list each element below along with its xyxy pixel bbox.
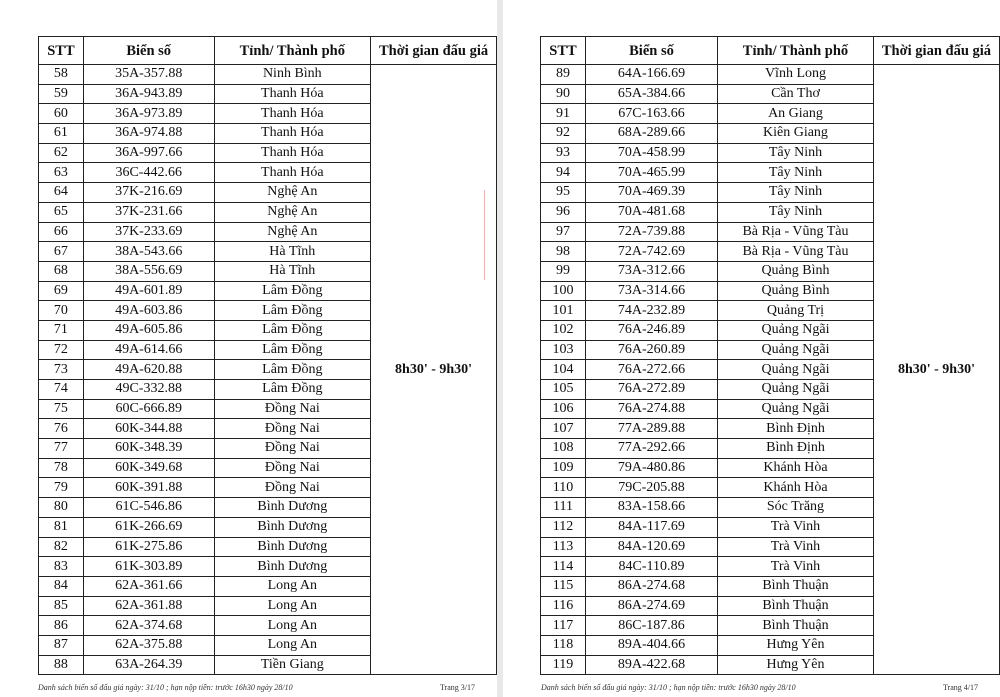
row-province: Khánh Hòa <box>718 458 874 478</box>
page-number: Trang 4/17 <box>942 683 978 692</box>
row-stt: 100 <box>541 281 586 301</box>
row-stt: 65 <box>39 202 84 222</box>
row-stt: 75 <box>39 399 84 419</box>
row-stt: 82 <box>39 537 84 557</box>
row-stt: 66 <box>39 222 84 242</box>
row-plate-number: 49A-620.88 <box>83 360 214 380</box>
row-stt: 67 <box>39 242 84 262</box>
row-stt: 94 <box>541 163 586 183</box>
row-stt: 88 <box>39 655 84 675</box>
row-stt: 110 <box>541 478 586 498</box>
row-plate-number: 84A-120.69 <box>585 537 717 557</box>
row-plate-number: 76A-246.89 <box>585 320 717 340</box>
row-stt: 73 <box>39 360 84 380</box>
row-plate-number: 83A-158.66 <box>585 498 717 518</box>
row-stt: 102 <box>541 320 586 340</box>
auction-time-cell: 8h30' - 9h30' <box>873 65 999 675</box>
row-stt: 74 <box>39 380 84 400</box>
row-stt: 61 <box>39 124 84 144</box>
row-plate-number: 89A-404.66 <box>585 635 717 655</box>
row-plate-number: 77A-289.88 <box>585 419 717 439</box>
row-stt: 91 <box>541 104 586 124</box>
row-province: Bình Dương <box>214 517 371 537</box>
row-stt: 111 <box>541 498 586 518</box>
row-plate-number: 38A-556.69 <box>83 261 214 281</box>
row-province: Hà Tĩnh <box>214 242 371 262</box>
row-province: Lâm Đồng <box>214 281 371 301</box>
header-stt: STT <box>541 37 586 65</box>
row-plate-number: 36A-974.88 <box>83 124 214 144</box>
row-province: Ninh Bình <box>214 65 371 85</box>
row-province: Tây Ninh <box>718 143 874 163</box>
row-stt: 118 <box>541 635 586 655</box>
row-stt: 87 <box>39 635 84 655</box>
row-stt: 98 <box>541 242 586 262</box>
row-stt: 115 <box>541 576 586 596</box>
row-province: Long An <box>214 616 371 636</box>
row-stt: 72 <box>39 340 84 360</box>
row-stt: 89 <box>541 65 586 85</box>
row-province: Thanh Hóa <box>214 84 371 104</box>
row-stt: 80 <box>39 498 84 518</box>
row-province: Quảng Ngãi <box>718 320 874 340</box>
row-province: Lâm Đồng <box>214 340 371 360</box>
row-plate-number: 36C-442.66 <box>83 163 214 183</box>
row-plate-number: 49A-603.86 <box>83 301 214 321</box>
row-plate-number: 62A-375.88 <box>83 635 214 655</box>
row-plate-number: 76A-260.89 <box>585 340 717 360</box>
row-plate-number: 70A-458.99 <box>585 143 717 163</box>
row-plate-number: 65A-384.66 <box>585 84 717 104</box>
row-province: Tiền Giang <box>214 655 371 675</box>
row-plate-number: 64A-166.69 <box>585 65 717 85</box>
document-page-left <box>0 0 497 697</box>
row-stt: 107 <box>541 419 586 439</box>
row-stt: 90 <box>541 84 586 104</box>
row-plate-number: 60C-666.89 <box>83 399 214 419</box>
row-plate-number: 61C-546.86 <box>83 498 214 518</box>
row-stt: 86 <box>39 616 84 636</box>
row-plate-number: 37K-216.69 <box>83 183 214 203</box>
row-province: Long An <box>214 635 371 655</box>
footer-note: Danh sách biển số đấu giá ngày: 31/10 ; hạn nộp tiền: trước 16h30 ngày 28/10 <box>38 683 293 692</box>
row-province: Nghệ An <box>214 202 371 222</box>
document-page-right <box>503 0 1000 697</box>
row-stt: 119 <box>541 655 586 675</box>
row-plate-number: 60K-349.68 <box>83 458 214 478</box>
row-province: Kiên Giang <box>718 124 874 144</box>
row-stt: 79 <box>39 478 84 498</box>
table-header-row <box>39 37 497 65</box>
row-stt: 97 <box>541 222 586 242</box>
row-province: An Giang <box>718 104 874 124</box>
row-plate-number: 61K-275.86 <box>83 537 214 557</box>
row-plate-number: 72A-739.88 <box>585 222 717 242</box>
row-stt: 117 <box>541 616 586 636</box>
row-stt: 113 <box>541 537 586 557</box>
row-province: Quảng Trị <box>718 301 874 321</box>
row-plate-number: 61K-266.69 <box>83 517 214 537</box>
header-plate: Biển số <box>585 37 717 65</box>
row-province: Quảng Ngãi <box>718 360 874 380</box>
row-province: Bình Thuận <box>718 576 874 596</box>
row-plate-number: 73A-314.66 <box>585 281 717 301</box>
row-stt: 76 <box>39 419 84 439</box>
row-province: Trà Vinh <box>718 517 874 537</box>
header-time: Thời gian đấu giá <box>873 37 999 65</box>
red-stamp-mark <box>484 190 498 280</box>
row-province: Bình Định <box>718 419 874 439</box>
row-plate-number: 70A-465.99 <box>585 163 717 183</box>
row-plate-number: 86A-274.69 <box>585 596 717 616</box>
row-stt: 103 <box>541 340 586 360</box>
row-plate-number: 61K-303.89 <box>83 557 214 577</box>
row-plate-number: 62A-361.88 <box>83 596 214 616</box>
row-plate-number: 60K-344.88 <box>83 419 214 439</box>
row-plate-number: 74A-232.89 <box>585 301 717 321</box>
row-stt: 114 <box>541 557 586 577</box>
row-plate-number: 79A-480.86 <box>585 458 717 478</box>
row-province: Đồng Nai <box>214 419 371 439</box>
row-province: Quảng Ngãi <box>718 340 874 360</box>
row-province: Nghệ An <box>214 183 371 203</box>
row-stt: 77 <box>39 439 84 459</box>
row-province: Quảng Bình <box>718 261 874 281</box>
row-stt: 104 <box>541 360 586 380</box>
row-stt: 60 <box>39 104 84 124</box>
row-province: Tây Ninh <box>718 202 874 222</box>
row-province: Lâm Đồng <box>214 380 371 400</box>
row-province: Cần Thơ <box>718 84 874 104</box>
row-plate-number: 84C-110.89 <box>585 557 717 577</box>
row-province: Lâm Đồng <box>214 320 371 340</box>
row-plate-number: 36A-997.66 <box>83 143 214 163</box>
row-stt: 99 <box>541 261 586 281</box>
row-province: Bình Định <box>718 439 874 459</box>
row-province: Sóc Trăng <box>718 498 874 518</box>
row-plate-number: 67C-163.66 <box>585 104 717 124</box>
row-plate-number: 77A-292.66 <box>585 439 717 459</box>
row-province: Thanh Hóa <box>214 163 371 183</box>
row-stt: 116 <box>541 596 586 616</box>
row-stt: 64 <box>39 183 84 203</box>
row-province: Nghệ An <box>214 222 371 242</box>
page-footer <box>541 683 978 692</box>
row-province: Đồng Nai <box>214 439 371 459</box>
row-province: Tây Ninh <box>718 183 874 203</box>
row-province: Khánh Hòa <box>718 478 874 498</box>
row-stt: 83 <box>39 557 84 577</box>
row-province: Thanh Hóa <box>214 143 371 163</box>
row-plate-number: 49A-614.66 <box>83 340 214 360</box>
row-stt: 69 <box>39 281 84 301</box>
row-stt: 93 <box>541 143 586 163</box>
row-province: Thanh Hóa <box>214 104 371 124</box>
row-plate-number: 62A-374.68 <box>83 616 214 636</box>
row-plate-number: 68A-289.66 <box>585 124 717 144</box>
row-province: Thanh Hóa <box>214 124 371 144</box>
row-stt: 109 <box>541 458 586 478</box>
row-plate-number: 86C-187.86 <box>585 616 717 636</box>
row-stt: 85 <box>39 596 84 616</box>
auction-time-cell: 8h30' - 9h30' <box>371 65 497 675</box>
row-province: Đồng Nai <box>214 478 371 498</box>
page-footer <box>38 683 475 692</box>
row-stt: 101 <box>541 301 586 321</box>
row-province: Quảng Ngãi <box>718 399 874 419</box>
row-plate-number: 37K-231.66 <box>83 202 214 222</box>
footer-note: Danh sách biển số đấu giá ngày: 31/10 ; hạn nộp tiền: trước 16h30 ngày 28/10 <box>541 683 796 692</box>
row-plate-number: 35A-357.88 <box>83 65 214 85</box>
row-stt: 105 <box>541 380 586 400</box>
row-province: Long An <box>214 596 371 616</box>
row-plate-number: 63A-264.39 <box>83 655 214 675</box>
row-stt: 81 <box>39 517 84 537</box>
row-stt: 70 <box>39 301 84 321</box>
row-stt: 62 <box>39 143 84 163</box>
row-plate-number: 73A-312.66 <box>585 261 717 281</box>
row-plate-number: 70A-481.68 <box>585 202 717 222</box>
row-plate-number: 49A-601.89 <box>83 281 214 301</box>
row-province: Bà Rịa - Vũng Tàu <box>718 242 874 262</box>
row-stt: 95 <box>541 183 586 203</box>
row-plate-number: 70A-469.39 <box>585 183 717 203</box>
row-province: Quảng Bình <box>718 281 874 301</box>
row-province: Bà Rịa - Vũng Tàu <box>718 222 874 242</box>
row-province: Hưng Yên <box>718 635 874 655</box>
row-province: Bình Dương <box>214 557 371 577</box>
row-plate-number: 62A-361.66 <box>83 576 214 596</box>
row-province: Đồng Nai <box>214 458 371 478</box>
row-stt: 68 <box>39 261 84 281</box>
row-plate-number: 86A-274.68 <box>585 576 717 596</box>
row-province: Bình Thuận <box>718 596 874 616</box>
row-province: Bình Dương <box>214 498 371 518</box>
row-province: Long An <box>214 576 371 596</box>
row-plate-number: 49A-605.86 <box>83 320 214 340</box>
row-plate-number: 38A-543.66 <box>83 242 214 262</box>
row-province: Trà Vinh <box>718 557 874 577</box>
row-province: Quảng Ngãi <box>718 380 874 400</box>
row-plate-number: 76A-272.66 <box>585 360 717 380</box>
row-plate-number: 49C-332.88 <box>83 380 214 400</box>
row-plate-number: 60K-348.39 <box>83 439 214 459</box>
row-stt: 59 <box>39 84 84 104</box>
row-stt: 58 <box>39 65 84 85</box>
row-province: Đồng Nai <box>214 399 371 419</box>
row-plate-number: 72A-742.69 <box>585 242 717 262</box>
row-plate-number: 36A-973.89 <box>83 104 214 124</box>
row-stt: 96 <box>541 202 586 222</box>
row-stt: 71 <box>39 320 84 340</box>
table-row <box>39 65 497 85</box>
row-plate-number: 89A-422.68 <box>585 655 717 675</box>
row-province: Lâm Đồng <box>214 360 371 380</box>
row-province: Lâm Đồng <box>214 301 371 321</box>
header-province: Tỉnh/ Thành phố <box>718 37 874 65</box>
row-plate-number: 79C-205.88 <box>585 478 717 498</box>
row-stt: 106 <box>541 399 586 419</box>
header-stt: STT <box>39 37 84 65</box>
row-province: Bình Thuận <box>718 616 874 636</box>
header-province: Tỉnh/ Thành phố <box>214 37 371 65</box>
row-plate-number: 37K-233.69 <box>83 222 214 242</box>
row-stt: 112 <box>541 517 586 537</box>
row-stt: 78 <box>39 458 84 478</box>
row-stt: 92 <box>541 124 586 144</box>
row-stt: 63 <box>39 163 84 183</box>
plate-auction-table <box>38 36 497 675</box>
row-plate-number: 84A-117.69 <box>585 517 717 537</box>
row-stt: 84 <box>39 576 84 596</box>
row-plate-number: 60K-391.88 <box>83 478 214 498</box>
row-province: Trà Vinh <box>718 537 874 557</box>
header-plate: Biển số <box>83 37 214 65</box>
row-plate-number: 76A-274.88 <box>585 399 717 419</box>
row-plate-number: 36A-943.89 <box>83 84 214 104</box>
row-province: Hưng Yên <box>718 655 874 675</box>
row-province: Vĩnh Long <box>718 65 874 85</box>
plate-auction-table <box>540 36 1000 675</box>
page-number: Trang 3/17 <box>439 683 475 692</box>
row-stt: 108 <box>541 439 586 459</box>
row-province: Hà Tĩnh <box>214 261 371 281</box>
table-header-row <box>541 37 1000 65</box>
table-row <box>541 65 1000 85</box>
row-province: Bình Dương <box>214 537 371 557</box>
row-province: Tây Ninh <box>718 163 874 183</box>
row-plate-number: 76A-272.89 <box>585 380 717 400</box>
header-time: Thời gian đấu giá <box>371 37 497 65</box>
